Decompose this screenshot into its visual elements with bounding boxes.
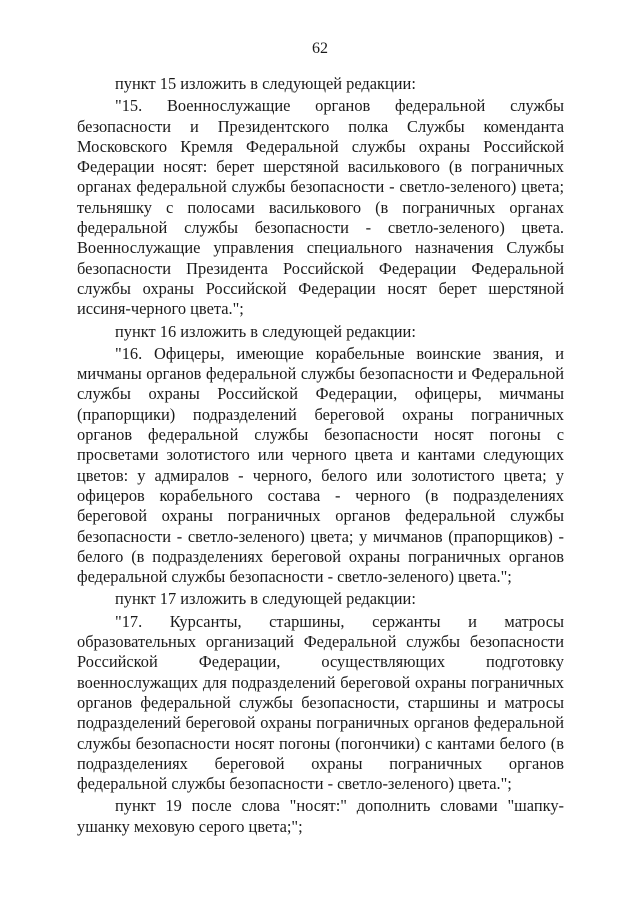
amendment-instruction-19: пункт 19 после слова "носят:" дополнить словами "шапку-ушанку меховую серого цвета;"; [77,796,564,836]
amendment-instruction-15: пункт 15 изложить в следующей редакции: [115,74,416,93]
amendment-instruction-16: пункт 16 изложить в следующей редакции: [115,321,416,341]
amendment-text-15: "15. Военнослужащие органов федеральной службы безопасности и Президентского полка Службы коменданта Московского Кремля Федеральной службы охраны Российской Федерации носят: берет шерстяной василькового (в пограничных органах федеральной службы безопасности - светло-зеленого) цвета; тельняшку с полосами василькового (в пограничных органах федеральной службы безопасности - светло-зеленого) цвета. Военнослужащие управления специального назначения Службы безопасности Президента Российской Федерации Федеральной службы охраны Российской Федерации носят берет шерстяной иссиня-черного цвета."; [77,96,564,319]
amendment-text-17: "17. Курсанты, старшины, сержанты и матросы образовательных организаций Федеральной службы безопасности Российской Федерации, осуществляющих подготовку военнослужащих для подразделений береговой охраны пограничных органов федеральной службы безопасности, старшины и матросы подразделений береговой охраны пограничных органов федеральной службы безопасности носят погоны (погончики) с кантами белого (в подразделениях береговой охраны пограничных органов федеральной службы безопасности - светло-зеленого) цвета."; [77,611,564,794]
amendment-instruction-17: пункт 17 изложить в следующей редакции: [115,589,416,609]
document-body [77,72,564,839]
page-number: 62 [312,40,328,57]
amendment-text-16: "16. Офицеры, имеющие корабельные воинские звания, и мичманы органов федеральной службы безопасности и Федеральной службы охраны Российской Федерации, офицеры, мичманы (прапорщики) подразделений береговой охраны пограничных органов федеральной службы безопасности носят погоны с просветами золотистого или черного цвета и кантами следующих цветов: у адмиралов - черного, белого или золотистого цвета; у офицеров корабельного состава - черного (в подразделениях береговой охраны пограничных органов федеральной службы безопасности - светло-зеленого) цвета; у мичманов (прапорщиков) - белого (в подразделениях береговой охраны пограничных органов федеральной службы безопасности - светло-зеленого) цвета."; [77,343,564,587]
